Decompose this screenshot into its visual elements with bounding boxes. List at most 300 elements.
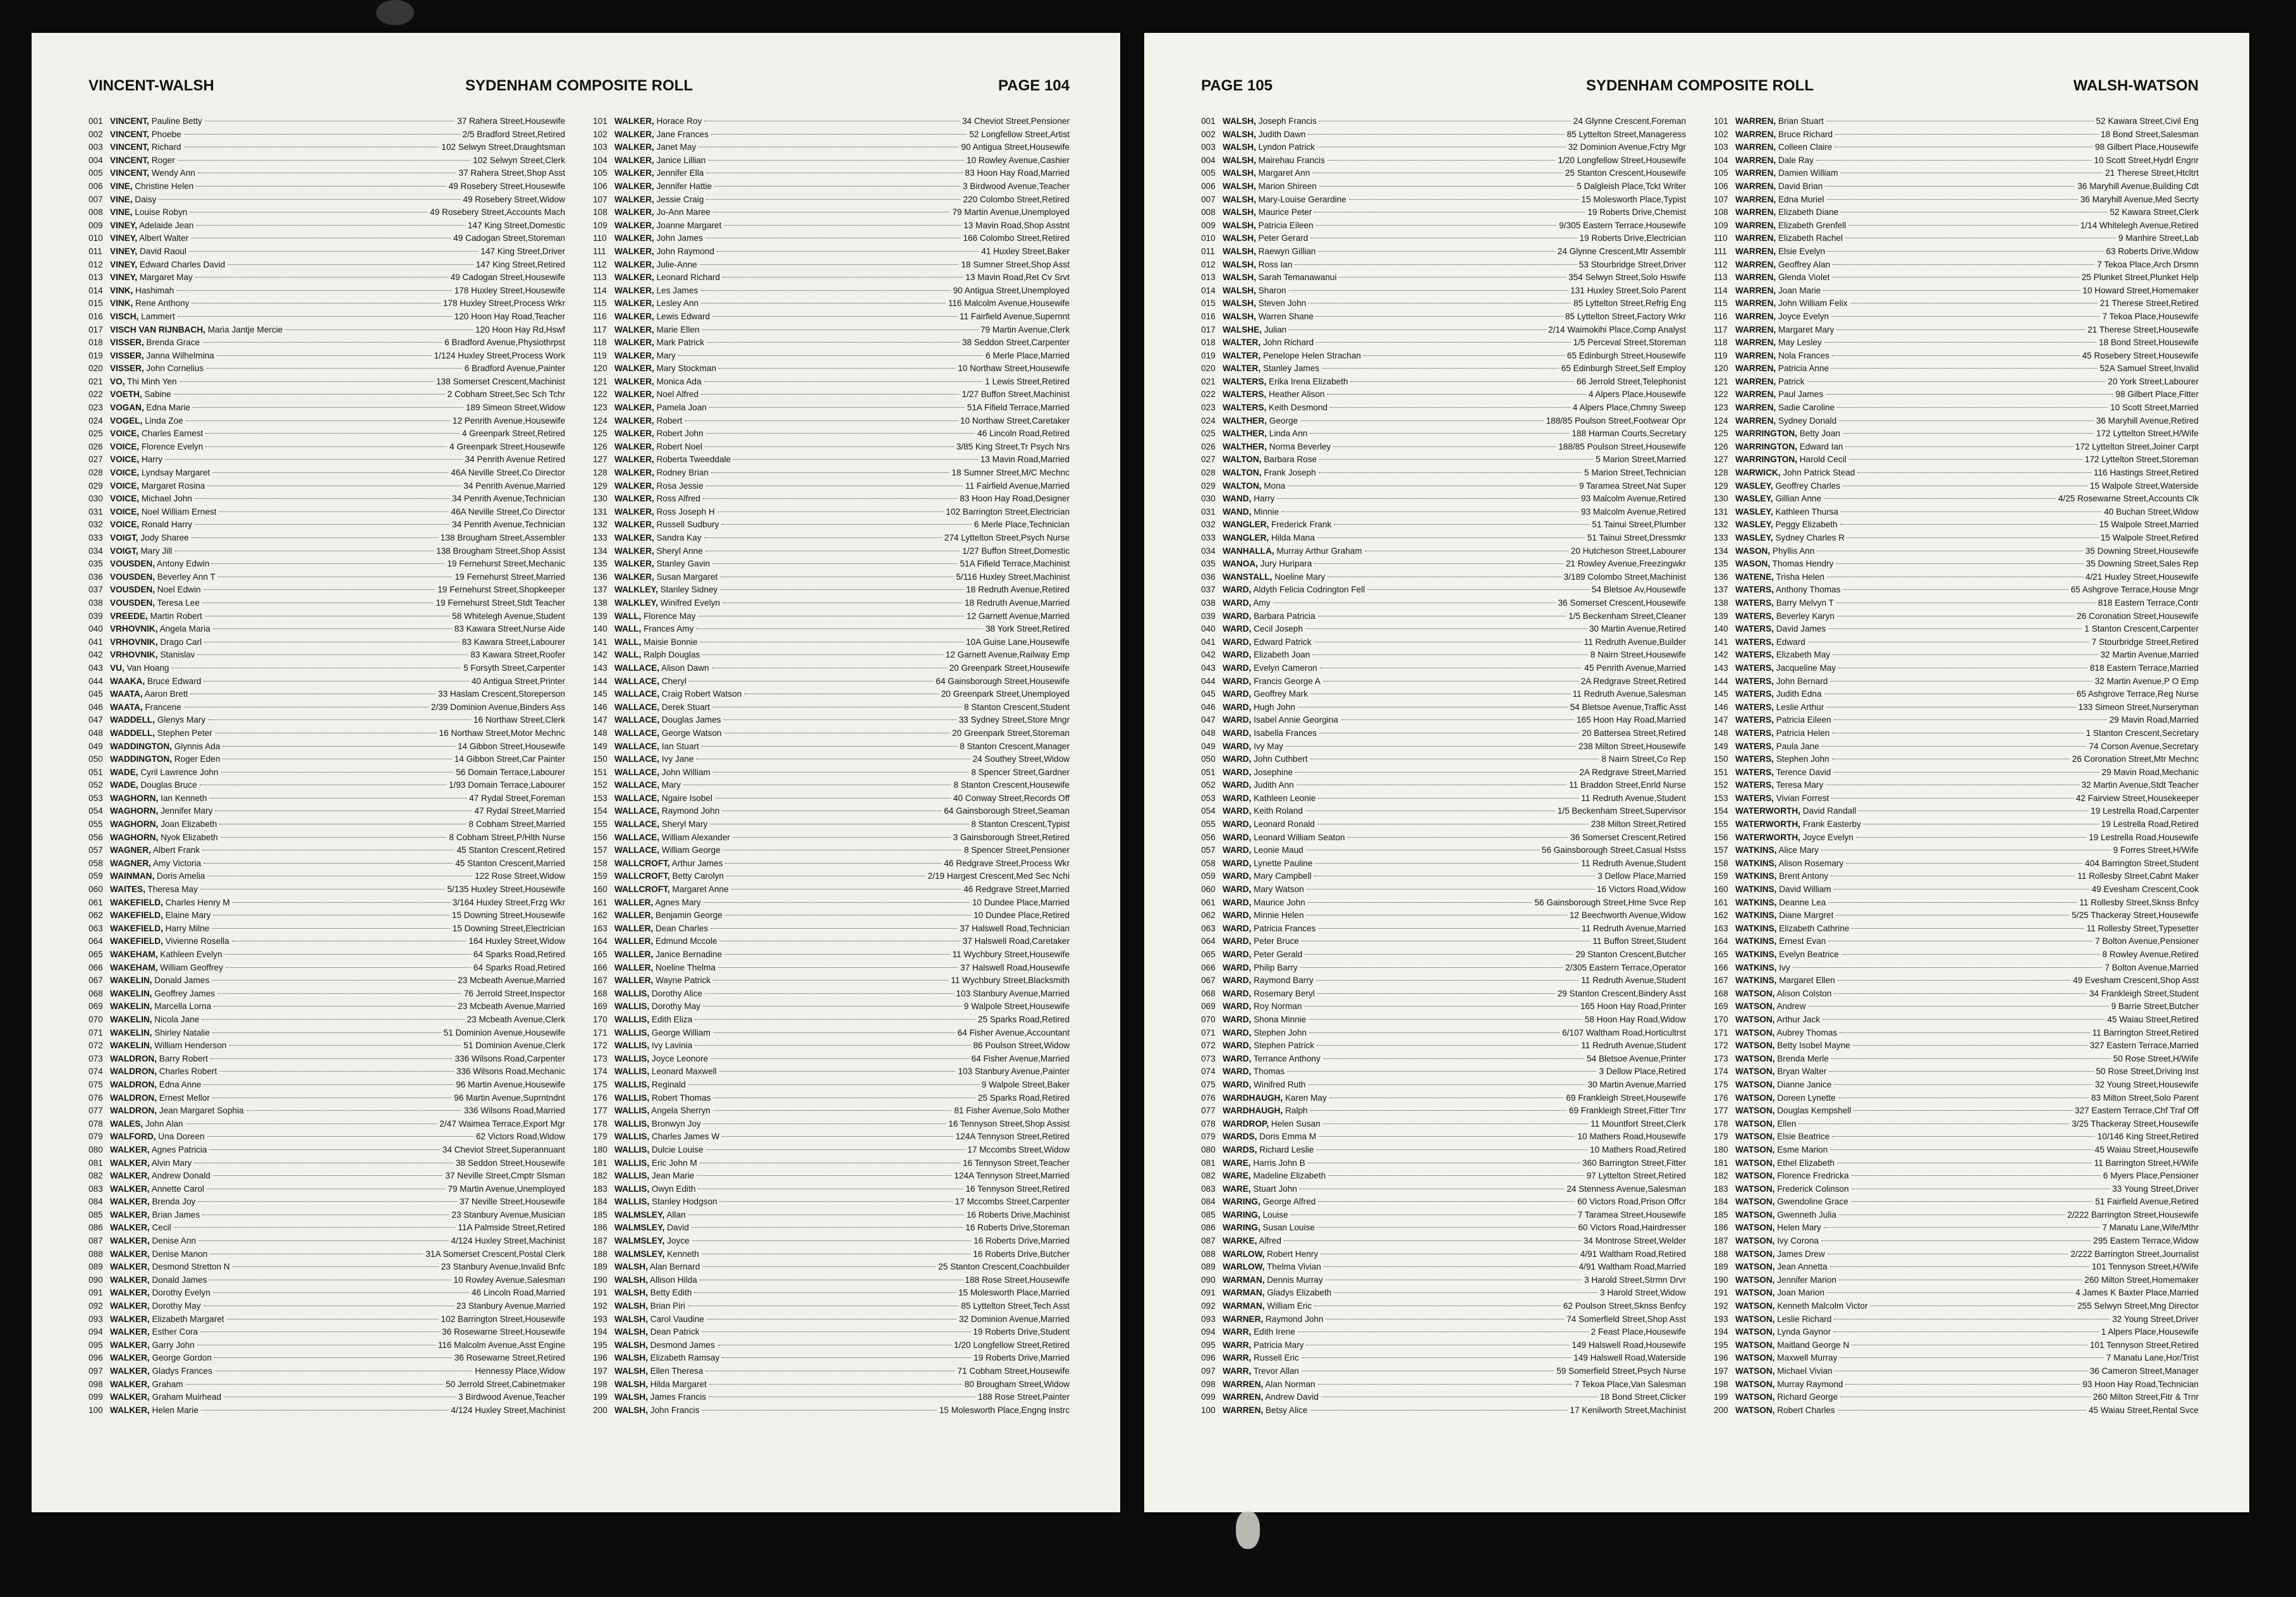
entry-name bbox=[1223, 206, 1312, 219]
entry-number: 041 bbox=[1201, 637, 1216, 647]
entry-number: 004 bbox=[1201, 155, 1216, 165]
entry-given-names: Barbara Patricia bbox=[1254, 611, 1316, 621]
entry-address-occupation: 8 Stanton Crescent,Housewife bbox=[953, 780, 1070, 790]
roll-entry bbox=[89, 1235, 565, 1248]
entry-address-occupation: 11 Barrington Street,Retired bbox=[2092, 1027, 2199, 1037]
roll-entry bbox=[1714, 518, 2199, 532]
left-header-page-number: PAGE 104 bbox=[998, 77, 1070, 94]
entry-given-names: Richard Leslie bbox=[1259, 1144, 1314, 1154]
entry-given-names: Phyllis Ann bbox=[1772, 546, 1815, 556]
entry-number: 038 bbox=[1201, 597, 1216, 608]
entry-surname: WARD, bbox=[1223, 988, 1252, 998]
entry-name bbox=[1223, 167, 1310, 180]
entry-name bbox=[1735, 362, 1829, 376]
entry-name bbox=[614, 714, 721, 727]
entry-address-occupation: 7 Bolton Avenue,Pensioner bbox=[2095, 936, 2199, 946]
entry-name bbox=[1735, 831, 1853, 845]
entry-number: 147 bbox=[1714, 715, 1728, 725]
entry-name bbox=[110, 193, 156, 207]
entry-address-occupation: 10 Howard Street,Homemaker bbox=[2082, 285, 2199, 295]
roll-entry bbox=[89, 376, 565, 389]
entry-surname: WARD, bbox=[1223, 936, 1252, 946]
entry-number: 118 bbox=[593, 338, 607, 348]
entry-name bbox=[614, 245, 714, 259]
roll-entry bbox=[1201, 1092, 1686, 1105]
entry-surname: WALLIS, bbox=[614, 1014, 650, 1024]
dot-leader bbox=[213, 1175, 443, 1176]
entry-given-names: Madeline Elizabeth bbox=[1253, 1171, 1326, 1181]
entry-number: 170 bbox=[1714, 1014, 1728, 1024]
entry-surname: WATKINS, bbox=[1735, 962, 1777, 972]
entry-address-occupation: 4/21 Huxley Street,Housewife bbox=[2085, 572, 2199, 582]
entry-name bbox=[110, 1183, 204, 1196]
entry-given-names: Elsie Evelyn bbox=[1778, 246, 1826, 256]
entry-number: 016 bbox=[89, 311, 103, 321]
entry-address-occupation: 32 Dominion Avenue,Fctry Mgr bbox=[1568, 142, 1686, 152]
right-header-page-number: PAGE 105 bbox=[1201, 77, 1273, 94]
entry-surname: WALKER, bbox=[614, 441, 654, 451]
entry-surname: WADE, bbox=[110, 780, 138, 790]
entry-address-occupation: 9 Taramea Street,Nat Super bbox=[1578, 480, 1686, 491]
entry-given-names: Alison Dawn bbox=[661, 663, 709, 673]
entry-name bbox=[1735, 727, 1829, 740]
dot-leader bbox=[695, 1019, 975, 1020]
roll-entry bbox=[89, 675, 565, 688]
entry-surname: WARD, bbox=[1223, 767, 1252, 777]
entry-surname: WALKER, bbox=[614, 389, 654, 400]
entry-given-names: Dean Patrick bbox=[650, 1327, 700, 1337]
dot-leader bbox=[697, 1175, 951, 1176]
entry-surname: WATKINS, bbox=[1735, 976, 1777, 986]
roll-entry bbox=[593, 271, 1070, 285]
entry-surname: WARREN, bbox=[1735, 285, 1776, 295]
entry-name bbox=[614, 1365, 703, 1378]
entry-given-names: Alan Bernard bbox=[649, 1262, 700, 1272]
entry-address-occupation: 404 Barrington Street,Student bbox=[2085, 858, 2199, 868]
entry-number: 097 bbox=[89, 1366, 103, 1376]
entry-name bbox=[110, 1104, 244, 1118]
entry-address-occupation: 8 Nairn Street,Housewife bbox=[1590, 650, 1686, 660]
entry-name bbox=[614, 219, 721, 233]
entry-number: 170 bbox=[593, 1014, 608, 1024]
entry-number: 064 bbox=[1201, 936, 1216, 946]
roll-entry bbox=[593, 701, 1070, 714]
entry-number: 043 bbox=[1201, 663, 1216, 673]
entry-number: 140 bbox=[593, 624, 608, 634]
entry-number: 096 bbox=[89, 1353, 103, 1363]
dot-leader bbox=[702, 329, 977, 330]
entry-given-names: Douglas Kempshell bbox=[1777, 1106, 1852, 1116]
entry-number: 083 bbox=[1201, 1184, 1216, 1194]
entry-number: 073 bbox=[1201, 1053, 1216, 1063]
dot-leader bbox=[1828, 628, 2082, 629]
roll-entry bbox=[1201, 1326, 1686, 1339]
entry-given-names: Evelyn Beatrice bbox=[1779, 950, 1839, 959]
roll-entry bbox=[1714, 350, 2199, 363]
roll-entry bbox=[1714, 1065, 2199, 1079]
entry-surname: WALES, bbox=[110, 1118, 144, 1129]
entry-surname: WARDHAUGH, bbox=[1223, 1106, 1283, 1116]
right-page-header bbox=[1201, 77, 2199, 102]
roll-entry bbox=[593, 1000, 1070, 1013]
entry-given-names: Stanley Sidney bbox=[660, 585, 718, 595]
entry-given-names: Angela Sherryn bbox=[651, 1106, 711, 1116]
entry-address-occupation: 93 Malcolm Avenue,Retired bbox=[1581, 494, 1686, 504]
entry-address-occupation: 10 Dundee Place,Married bbox=[972, 897, 1070, 907]
roll-entry bbox=[593, 518, 1070, 532]
dot-leader bbox=[228, 264, 473, 265]
entry-given-names: Robert bbox=[656, 415, 683, 425]
entry-name bbox=[110, 480, 205, 493]
entry-surname: WANGLER, bbox=[1223, 533, 1269, 542]
entry-surname: WARREN, bbox=[1735, 129, 1776, 139]
entry-given-names: Ellen bbox=[1777, 1118, 1797, 1129]
roll-entry bbox=[593, 753, 1070, 766]
dot-leader bbox=[1323, 681, 1578, 682]
entry-name bbox=[1223, 1274, 1323, 1287]
entry-number: 022 bbox=[1201, 389, 1216, 400]
entry-address-occupation: 46A Neville Street,Co Director bbox=[451, 468, 565, 478]
entry-address-occupation: 260 Milton Street,Fitr & Trnr bbox=[2093, 1392, 2199, 1402]
entry-surname: WATSON, bbox=[1735, 1001, 1775, 1012]
entry-address-occupation: 172 Lyttelton Street,Joiner Carpt bbox=[2075, 441, 2199, 451]
entry-address-occupation: 32 Martin Avenue,Stdt Teacher bbox=[2081, 780, 2199, 790]
entry-number: 148 bbox=[1714, 728, 1728, 738]
entry-given-names: Pamela Joan bbox=[656, 403, 707, 413]
entry-name bbox=[1223, 558, 1312, 571]
entry-number: 194 bbox=[593, 1327, 608, 1337]
entry-name bbox=[1223, 297, 1306, 310]
entry-given-names: Joyce bbox=[667, 1236, 690, 1246]
entry-name bbox=[110, 1378, 183, 1392]
entry-number: 106 bbox=[1714, 181, 1728, 191]
entry-number: 084 bbox=[1201, 1197, 1216, 1207]
roll-entry bbox=[1201, 988, 1686, 1001]
entry-given-names: Mary bbox=[656, 350, 676, 360]
roll-entry bbox=[593, 805, 1070, 818]
entry-name bbox=[110, 1352, 212, 1365]
entry-name bbox=[614, 180, 712, 193]
entry-address-occupation: 24 Glynne Crescent,Mtr Assemblr bbox=[1557, 246, 1686, 256]
entry-address-occupation: 20 Hutcheson Street,Labourer bbox=[1570, 546, 1686, 556]
entry-name bbox=[1735, 1157, 1835, 1170]
entry-given-names: Nicola Jane bbox=[154, 1014, 200, 1024]
entry-given-names: Janice Lillian bbox=[656, 155, 706, 165]
entry-number: 103 bbox=[593, 142, 608, 152]
entry-name bbox=[110, 1000, 211, 1013]
entry-name bbox=[110, 974, 209, 988]
roll-entry bbox=[89, 558, 565, 571]
entry-surname: WATSON, bbox=[1735, 1327, 1775, 1337]
entry-address-occupation: 50 Rose Street,Driving Inst bbox=[2096, 1067, 2199, 1077]
entry-given-names: Ellen Theresa bbox=[650, 1366, 704, 1376]
entry-number: 193 bbox=[1714, 1314, 1728, 1324]
entry-surname: WALSH, bbox=[614, 1275, 648, 1285]
entry-name bbox=[614, 675, 687, 688]
dot-leader bbox=[192, 537, 438, 538]
dot-leader bbox=[223, 746, 455, 747]
entry-name bbox=[1735, 336, 1822, 350]
entry-address-occupation: 34 Penrith Avenue,Technician bbox=[452, 494, 565, 504]
entry-surname: VOUSDEN, bbox=[110, 597, 156, 608]
entry-number: 153 bbox=[593, 793, 608, 803]
roll-entry bbox=[1714, 506, 2199, 519]
entry-address-occupation: 85 Lyttelton Street,Refrig Eng bbox=[1573, 298, 1686, 309]
roll-entry bbox=[1714, 1339, 2199, 1352]
entry-number: 171 bbox=[1714, 1027, 1728, 1037]
entry-given-names: James Francis bbox=[650, 1392, 707, 1402]
roll-entry bbox=[1714, 336, 2199, 350]
entry-number: 130 bbox=[1714, 494, 1728, 504]
entry-given-names: Ian Kenneth bbox=[161, 793, 207, 803]
entry-given-names: Barbara Rose bbox=[1264, 455, 1317, 465]
entry-number: 152 bbox=[1714, 780, 1728, 790]
entry-surname: WALLIS, bbox=[614, 1092, 650, 1103]
roll-entry bbox=[1201, 1378, 1686, 1392]
roll-entry bbox=[593, 766, 1070, 780]
entry-given-names: Patricia Eileen bbox=[1258, 220, 1314, 230]
entry-surname: WAKELIN, bbox=[110, 1014, 152, 1024]
entry-given-names: Judith Ann bbox=[1254, 780, 1294, 790]
roll-entry bbox=[89, 844, 565, 857]
entry-given-names: Hilda Mana bbox=[1271, 533, 1315, 542]
roll-entry bbox=[1714, 1027, 2199, 1040]
entry-surname: WARD, bbox=[1223, 897, 1252, 907]
entry-number: 142 bbox=[593, 650, 608, 660]
entry-surname: WAGHORN, bbox=[110, 832, 159, 842]
entry-address-occupation: 40 Conway Street,Records Off bbox=[953, 793, 1070, 803]
entry-address-occupation: 47 Rydal Street,Married bbox=[474, 806, 565, 816]
entry-name bbox=[1223, 1079, 1305, 1092]
entry-surname: WALSH, bbox=[1223, 207, 1256, 217]
entry-surname: WALKER, bbox=[110, 1314, 150, 1324]
entry-number: 042 bbox=[1201, 650, 1216, 660]
entry-address-occupation: 49 Rosebery Street,Accounts Mach bbox=[430, 207, 565, 217]
dot-leader bbox=[1319, 459, 1593, 460]
roll-entry bbox=[89, 141, 565, 154]
entry-number: 124 bbox=[1714, 415, 1728, 425]
roll-entry bbox=[1201, 935, 1686, 948]
dot-leader bbox=[204, 681, 469, 682]
right-page bbox=[1144, 33, 2249, 1512]
entry-address-occupation: 8 Cobham Street,P/Hlth Nurse bbox=[449, 832, 565, 842]
entry-address-occupation: 9 Walpole Street,Baker bbox=[981, 1079, 1070, 1089]
dot-leader bbox=[706, 433, 975, 434]
entry-name bbox=[1735, 545, 1814, 558]
entry-surname: VRHOVNIK, bbox=[110, 624, 158, 634]
entry-name bbox=[1223, 909, 1304, 922]
entry-name bbox=[1735, 506, 1838, 519]
entry-given-names: Margaret Anne bbox=[672, 884, 729, 895]
entry-surname: WALKER, bbox=[614, 155, 654, 165]
entry-address-occupation: 85 Lyttelton Street,Tech Asst bbox=[961, 1301, 1070, 1311]
entry-surname: WALLER, bbox=[614, 950, 654, 959]
roll-entry bbox=[89, 831, 565, 845]
entry-surname: WALLCROFT, bbox=[614, 884, 670, 895]
entry-address-occupation: 7 Tekoa Place,Housewife bbox=[2102, 311, 2199, 321]
dot-leader bbox=[212, 472, 448, 473]
entry-surname: WALLIS, bbox=[614, 1158, 650, 1168]
entry-given-names: Murray Raymond bbox=[1777, 1379, 1843, 1389]
entry-surname: WASLEY, bbox=[1735, 480, 1773, 491]
roll-entry bbox=[1201, 493, 1686, 506]
roll-entry bbox=[593, 558, 1070, 571]
entry-name bbox=[1735, 167, 1838, 180]
roll-entry bbox=[89, 883, 565, 896]
entry-given-names: Alison Colston bbox=[1776, 988, 1832, 998]
entry-given-names: Steven John bbox=[1258, 298, 1307, 309]
roll-entry bbox=[1201, 480, 1686, 493]
roll-entry bbox=[1201, 623, 1686, 636]
entry-surname: WALKER, bbox=[614, 246, 654, 256]
entry-address-occupation: 74 Somerfield Street,Shop Asst bbox=[1566, 1314, 1686, 1324]
entry-name bbox=[614, 1221, 689, 1235]
entry-address-occupation: 25 Plunket Street,Plunket Help bbox=[2081, 272, 2199, 283]
entry-number: 030 bbox=[1201, 494, 1216, 504]
entry-number: 078 bbox=[89, 1118, 103, 1129]
entry-number: 094 bbox=[1201, 1327, 1216, 1337]
entry-surname: WALLIS, bbox=[614, 988, 650, 998]
entry-address-occupation: 138 Brougham Street,Assembler bbox=[440, 533, 565, 542]
dot-leader bbox=[1840, 1032, 2090, 1033]
roll-entry bbox=[1201, 1065, 1686, 1079]
entry-name bbox=[614, 1053, 708, 1066]
entry-surname: WAGNER, bbox=[110, 858, 151, 868]
entry-name bbox=[614, 649, 700, 662]
dot-leader bbox=[696, 628, 983, 629]
entry-surname: WALKER, bbox=[110, 1392, 150, 1402]
entry-given-names: Norma Beverley bbox=[1269, 441, 1331, 451]
entry-given-names: Reginald bbox=[651, 1079, 686, 1089]
entry-address-occupation: 80 Brougham Street,Widow bbox=[964, 1379, 1070, 1389]
entry-name bbox=[1735, 193, 1824, 207]
entry-address-occupation: 52A Samuel Street,Invalid bbox=[2099, 364, 2199, 374]
entry-given-names: Damien William bbox=[1778, 168, 1838, 178]
entry-number: 069 bbox=[1201, 1001, 1216, 1012]
entry-number: 031 bbox=[89, 506, 103, 517]
entry-number: 175 bbox=[1714, 1079, 1728, 1089]
entry-address-occupation: 2 Feast Place,Housewife bbox=[1591, 1327, 1686, 1337]
entry-given-names: Owyn Edith bbox=[651, 1184, 696, 1194]
entry-address-occupation: 18 Sumner Street,M/C Mechnc bbox=[951, 468, 1070, 478]
entry-surname: WALTHER, bbox=[1223, 415, 1267, 425]
entry-surname: WALKER, bbox=[614, 455, 654, 465]
entry-surname: WATSON, bbox=[1735, 1092, 1775, 1103]
entry-surname: WARE, bbox=[1223, 1184, 1251, 1194]
entry-given-names: Jody Sharee bbox=[140, 533, 189, 542]
entry-given-names: Paul James bbox=[1778, 389, 1824, 400]
entry-address-occupation: 10 Mathers Road,Retired bbox=[1590, 1144, 1686, 1154]
entry-name bbox=[110, 1079, 201, 1092]
entry-surname: WALKER, bbox=[614, 220, 654, 230]
entry-name bbox=[614, 518, 719, 532]
entry-surname: WALSH, bbox=[614, 1327, 648, 1337]
entry-given-names: Russell Sudbury bbox=[656, 520, 719, 530]
entry-name bbox=[1735, 532, 1845, 545]
entry-name bbox=[1735, 675, 1828, 688]
entry-address-occupation: 2/5 Bradford Street,Retired bbox=[462, 129, 565, 139]
entry-address-occupation: 138 Somerset Crescent,Machinist bbox=[436, 376, 565, 386]
dot-leader bbox=[1824, 1227, 2100, 1228]
left-page-columns bbox=[89, 115, 1070, 1468]
entry-given-names: Desmond Stretton N bbox=[152, 1262, 230, 1272]
entry-address-occupation: 17 Mccombs Street,Widow bbox=[967, 1144, 1070, 1154]
entry-name bbox=[1223, 623, 1303, 636]
entry-surname: WALKER, bbox=[614, 181, 654, 191]
entry-address-occupation: 2/14 Waimokihi Place,Comp Analyst bbox=[1548, 324, 1686, 334]
entry-number: 130 bbox=[593, 494, 608, 504]
roll-entry bbox=[89, 193, 565, 207]
entry-address-occupation: 16 Roberts Drive,Storeman bbox=[965, 1223, 1070, 1233]
dot-leader bbox=[713, 1032, 955, 1033]
entry-given-names: David Brian bbox=[1778, 181, 1823, 191]
entry-given-names: Winifred Evelyn bbox=[660, 597, 720, 608]
entry-number: 060 bbox=[89, 884, 103, 895]
entry-name bbox=[1735, 493, 1821, 506]
entry-given-names: Elizabeth Rachel bbox=[1778, 233, 1843, 243]
entry-surname: WALDRON, bbox=[110, 1092, 157, 1103]
roll-entry bbox=[593, 571, 1070, 584]
roll-entry bbox=[89, 1039, 565, 1053]
entry-given-names: Nola Frances bbox=[1778, 350, 1829, 360]
entry-name bbox=[1735, 662, 1836, 675]
entry-surname: WARD, bbox=[1223, 1079, 1252, 1089]
entry-surname: WATERS, bbox=[1735, 689, 1774, 699]
entry-given-names: Murray Arthur Graham bbox=[1276, 546, 1362, 556]
entry-number: 086 bbox=[89, 1223, 103, 1233]
roll-entry bbox=[593, 623, 1070, 636]
roll-entry bbox=[593, 636, 1070, 649]
entry-surname: WARD, bbox=[1223, 1041, 1252, 1051]
entry-number: 084 bbox=[89, 1197, 103, 1207]
entry-number: 062 bbox=[89, 910, 103, 921]
entry-number: 178 bbox=[593, 1118, 608, 1129]
entry-name bbox=[614, 623, 693, 636]
entry-number: 004 bbox=[89, 155, 103, 165]
entry-number: 065 bbox=[1201, 950, 1216, 959]
dot-leader bbox=[1323, 1123, 1589, 1124]
entry-surname: WATSON, bbox=[1735, 1366, 1775, 1376]
entry-address-occupation: 34 Montrose Street,Welder bbox=[1583, 1236, 1686, 1246]
roll-entry bbox=[1714, 493, 2199, 506]
entry-address-occupation: 5/116 Huxley Street,Machinist bbox=[956, 572, 1070, 582]
roll-entry bbox=[1201, 518, 1686, 532]
entry-surname: WALDRON, bbox=[110, 1079, 157, 1089]
entry-given-names: Arthur Jack bbox=[1776, 1014, 1821, 1024]
roll-entry bbox=[1201, 1209, 1686, 1222]
entry-address-occupation: 32 Young Street,Driver bbox=[2112, 1314, 2199, 1324]
entry-number: 113 bbox=[1714, 272, 1728, 283]
entry-given-names: Glenys Mary bbox=[157, 715, 206, 725]
entry-surname: WARING, bbox=[1223, 1209, 1261, 1220]
entry-number: 105 bbox=[1714, 168, 1728, 178]
entry-address-occupation: 2/39 Dominion Avenue,Binders Ass bbox=[430, 702, 565, 712]
dot-leader bbox=[229, 1045, 461, 1046]
entry-address-occupation: 16 Northaw Street,Clerk bbox=[473, 715, 565, 725]
entry-given-names: Dianne Janice bbox=[1777, 1079, 1832, 1089]
roll-entry bbox=[89, 285, 565, 298]
entry-name bbox=[1223, 1235, 1281, 1248]
entry-surname: WATSON, bbox=[1735, 1041, 1775, 1051]
roll-entry bbox=[89, 427, 565, 441]
entry-given-names: Elsie Beatrice bbox=[1777, 1132, 1830, 1142]
entry-number: 152 bbox=[593, 780, 608, 790]
entry-name bbox=[1223, 1404, 1307, 1417]
entry-address-occupation: 102 Barrington Street,Housewife bbox=[441, 1314, 565, 1324]
entry-surname: WALKER, bbox=[614, 376, 654, 386]
roll-entry bbox=[593, 115, 1070, 128]
entry-given-names: Hilda Margaret bbox=[650, 1379, 707, 1389]
